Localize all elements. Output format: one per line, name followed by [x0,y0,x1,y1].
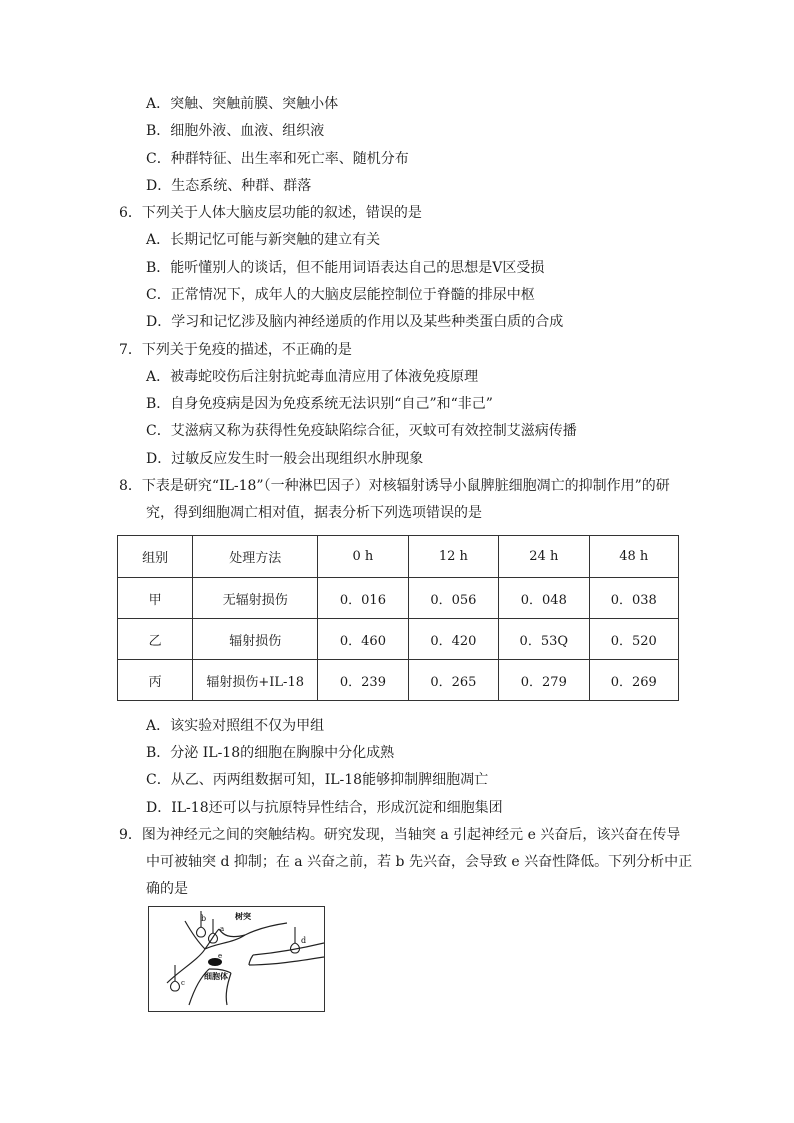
q8-option-d: D．IL-18还可以与抗原特异性结合，形成沉淀和细胞集团 [146,800,503,816]
table-cell: 无辐射损伤 [193,578,318,619]
table-header-cell: 组别 [118,536,193,578]
label-c: c [181,979,185,987]
table-cell: 0．038 [589,578,678,619]
table-cell: 0．239 [318,660,408,701]
table-header-cell: 0 h [318,536,408,578]
table-cell: 0．53Q [499,619,589,660]
table-header-cell: 48 h [589,536,678,578]
q9-stem-line3: 确的是 [146,881,188,897]
table-cell: 0．460 [318,619,408,660]
table-row [118,578,679,619]
table-cell: 甲 [118,578,193,619]
q5-option-a: A．突触、突触前膜、突触小体 [146,96,339,112]
q8-option-b: B．分泌 IL-18的细胞在胸腺中分化成熟 [146,745,395,761]
q5-option-b: B．细胞外液、血液、组织液 [146,123,325,139]
synapse-diagram [148,906,325,1012]
q6-option-c: C．正常情况下，成年人的大脑皮层能控制位于脊髓的排尿中枢 [146,287,535,303]
table-cell: 0．420 [408,619,498,660]
q6-option-d: D．学习和记忆涉及脑内神经递质的作用以及某些种类蛋白质的合成 [146,314,564,330]
label-cell-body: 细胞体 [204,971,228,981]
table-cell: 0．520 [589,619,678,660]
label-d: d [301,936,307,945]
axon-a [209,919,218,943]
q7-option-a: A．被毒蛇咬伤后注射抗蛇毒血清应用了体液免疫原理 [146,369,479,385]
q8-option-a: A．该实验对照组不仅为甲组 [146,718,325,734]
q8-option-c: C．从乙、丙两组数据可知，IL-18能够抑制脾细胞凋亡 [146,772,489,788]
q6-option-b: B．能听懂别人的谈话，但不能用词语表达自己的思想是Ⅴ区受损 [146,260,545,276]
neuron-outline [167,921,324,1005]
q7-option-b: B．自身免疫病是因为免疫系统无法识别“自己”和“非己” [146,396,493,412]
table-cell: 丙 [118,660,193,701]
q6-option-a: A．长期记忆可能与新突触的建立有关 [146,232,381,248]
table-header-cell: 12 h [408,536,498,578]
table-cell: 辐射损伤+IL-18 [193,660,318,701]
label-e: e [218,952,223,960]
q7-option-c: C．艾滋病又称为获得性免疫缺陷综合征，灭蚊可有效控制艾滋病传播 [146,423,577,439]
q9-stem-line2: 中可被轴突 d 抑制；在 a 兴奋之前，若 b 先兴奋，会导致 e 兴奋性降低。下列分析中正 [146,854,693,870]
table-cell: 0．269 [589,660,678,701]
table-cell: 0．048 [499,578,589,619]
q8-stem-line2: 究，得到细胞凋亡相对值，据表分析下列选项错误的是 [146,505,482,521]
cell-body-contour [205,935,253,973]
label-b: b [201,914,207,923]
table-header-cell: 24 h [499,536,589,578]
table-cell: 0．056 [408,578,498,619]
table-cell: 0．016 [318,578,408,619]
q8-data-table [117,535,679,701]
q6-stem: 6．下列关于人体大脑皮层功能的叙述，错误的是 [119,205,422,221]
table-cell: 0．265 [408,660,498,701]
table-row [118,660,679,701]
q5-option-c: C．种群特征、出生率和死亡率、随机分布 [146,151,409,167]
table-cell: 乙 [118,619,193,660]
label-a: a [220,925,225,933]
table-cell: 0．279 [499,660,589,701]
table-header-cell: 处理方法 [193,536,318,578]
q5-option-d: D．生态系统、种群、群落 [146,178,312,194]
q8-stem-line1: 8．下表是研究“IL-18”（一种淋巴因子）对核辐射诱导小鼠脾脏细胞凋亡的抑制作用”的研 [119,478,670,494]
table-cell: 辐射损伤 [193,619,318,660]
label-dendrite: 树突 [235,911,251,921]
q9-stem-line1: 9．图为神经元之间的突触结构。研究发现，当轴突 a 引起神经元 e 兴奋后，该兴奋在传导 [119,827,681,843]
q7-stem: 7．下列关于免疫的描述，不正确的是 [119,342,352,358]
table-header-row [118,536,679,578]
q7-option-d: D．过敏反应发生时一般会出现组织水肿现象 [146,451,424,467]
table-row [118,619,679,660]
